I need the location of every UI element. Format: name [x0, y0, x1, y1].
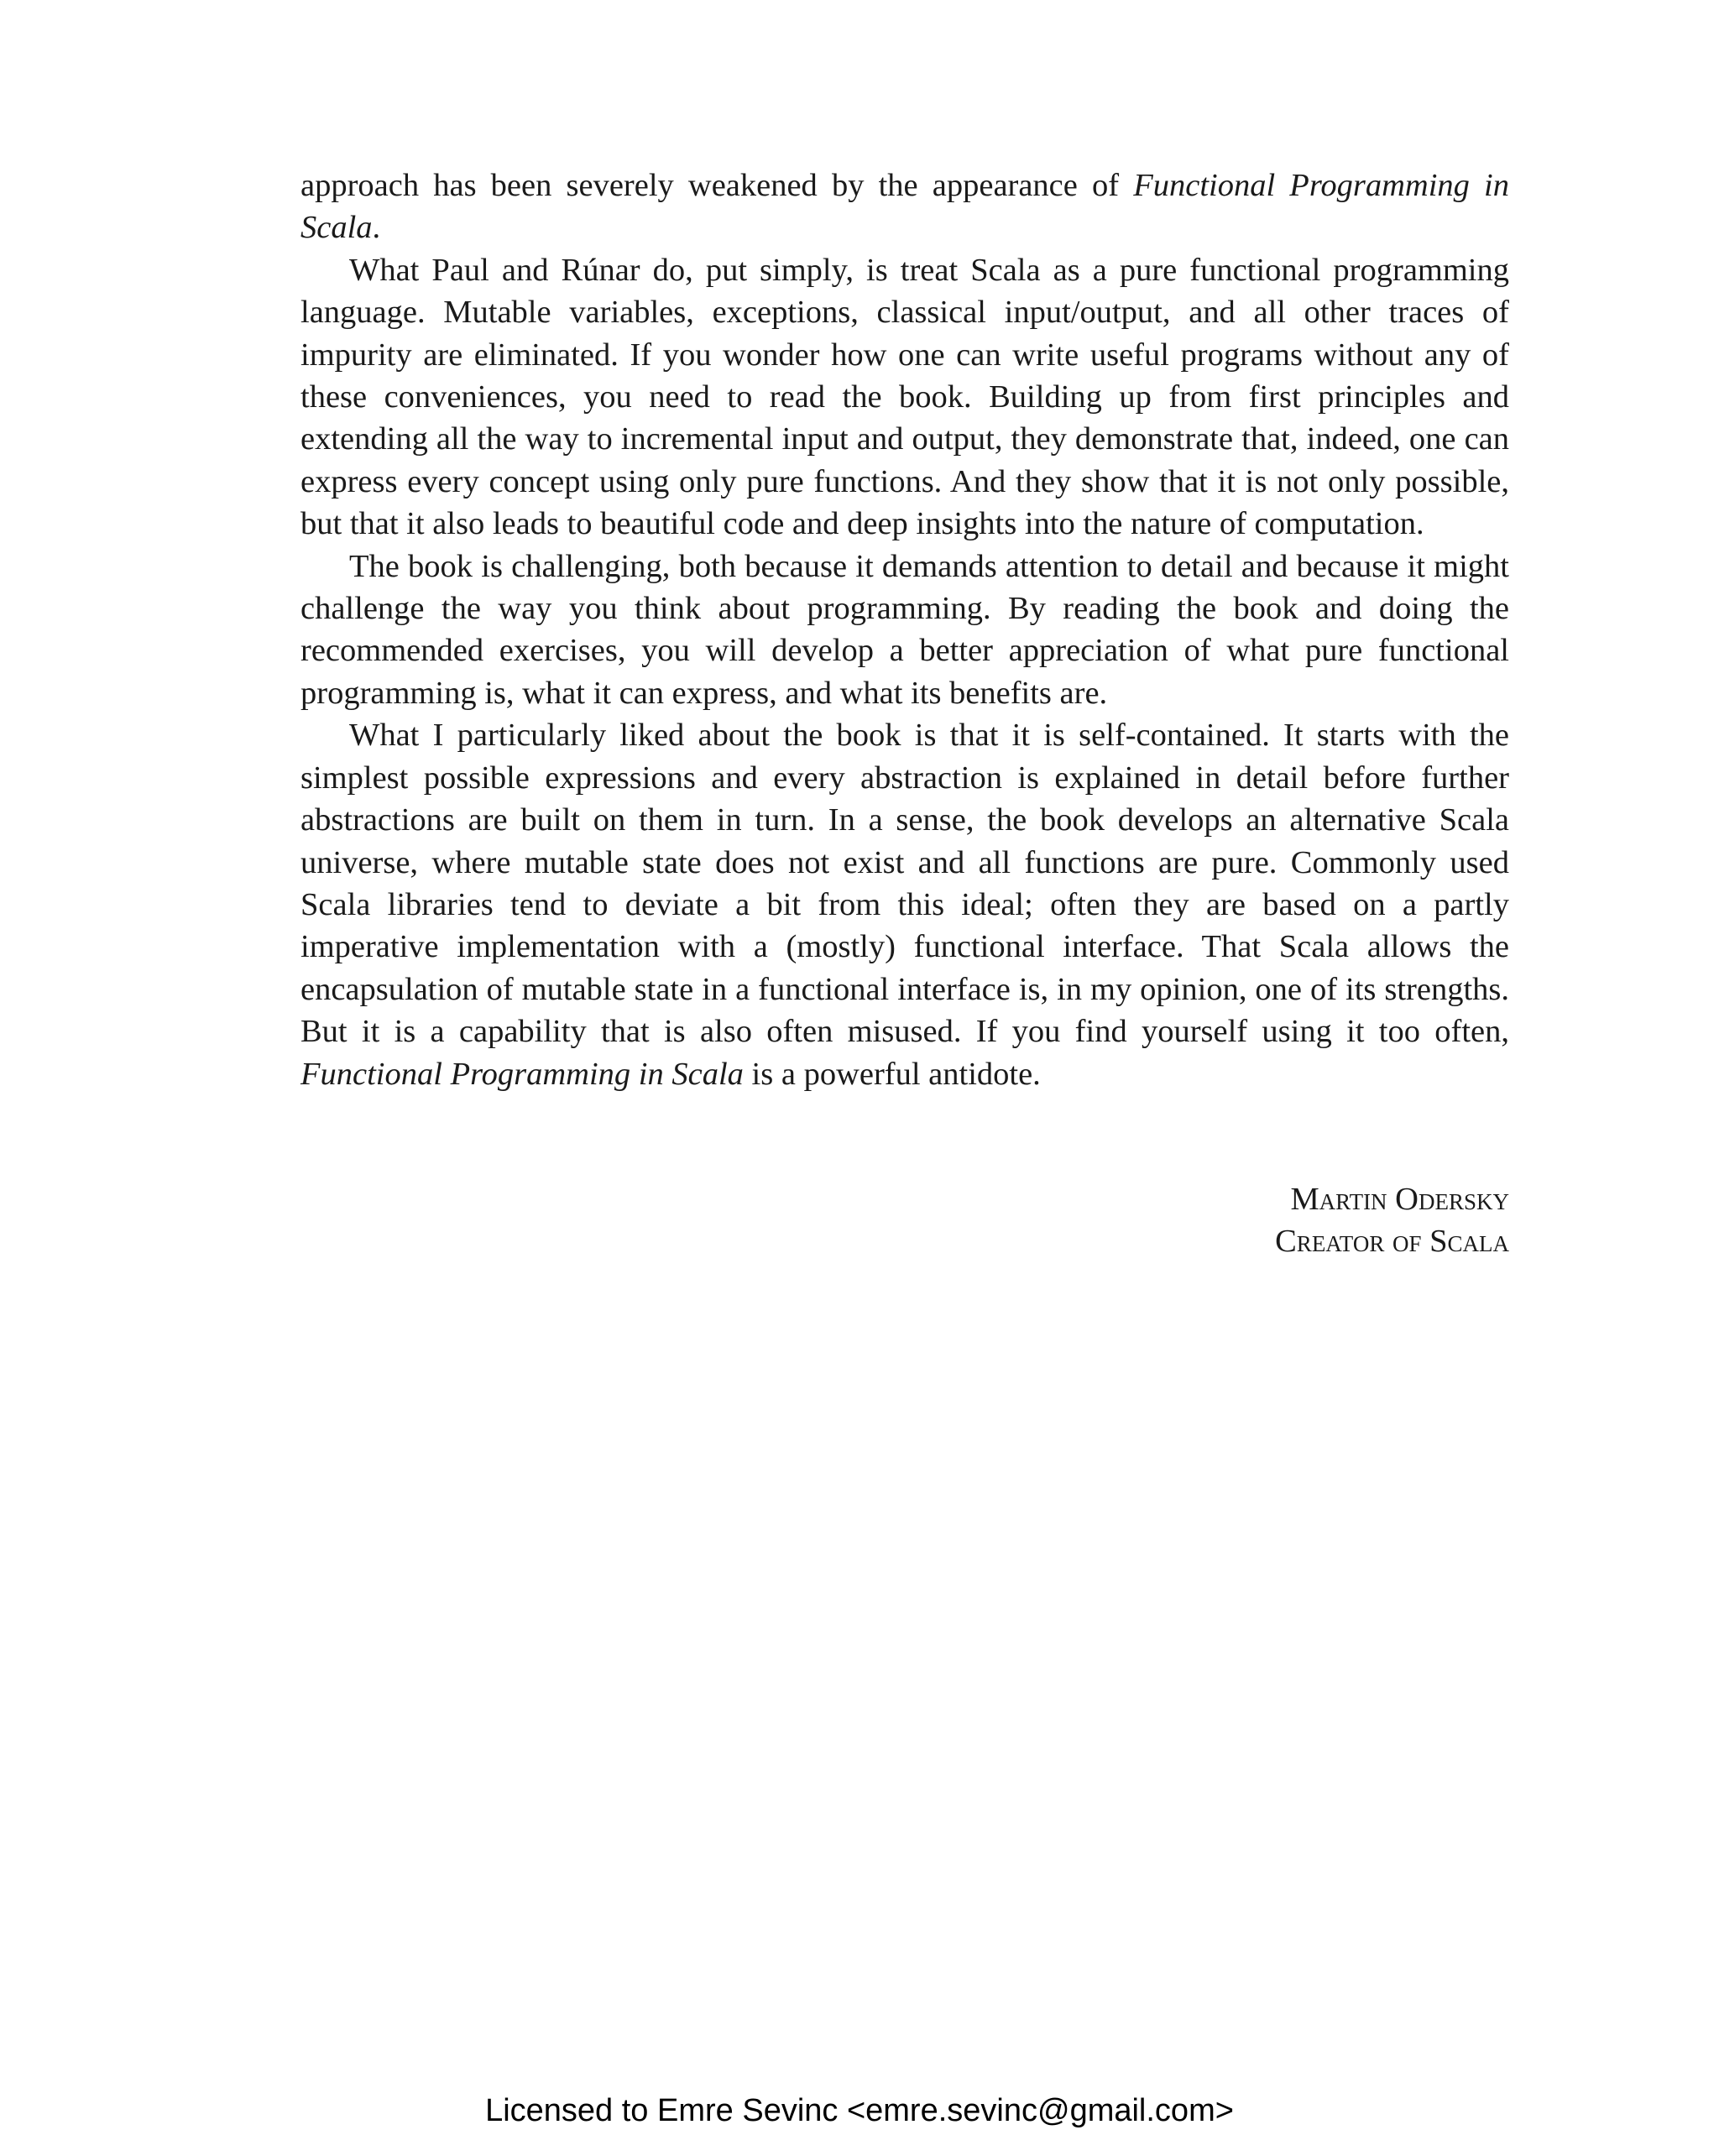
- paragraph-text: What Paul and Rúnar do, put simply, is treat Scala as a pure functional programming language. Mutable variables, exceptions, classical input/output, and all other traces of impurity are eliminated. If you wonder how one can write useful programs without any of these conveniences, you need to read the book. Building up from first principles and extending all the way to incremental input and output, they demonstrate that, indeed, one can express every concept using only pure functions. And they show that it is not only possible, but that it also leads to beautiful code and deep insights into the nature of computation.: [300, 252, 1509, 542]
- paragraph-self-contained: [300, 714, 1509, 1095]
- author-title: Creator of Scala: [1275, 1224, 1509, 1260]
- paragraph-text: approach has been severely weakened by the appearance of: [300, 168, 1134, 203]
- paragraph-challenging: [300, 546, 1509, 715]
- paragraph-text: is a powerful antidote.: [743, 1056, 1041, 1092]
- book-title-italic: Functional Programming in Scala: [300, 1056, 744, 1092]
- paragraph-continuation: [300, 164, 1509, 249]
- book-title-italic: Functional Programming in Scala: [300, 168, 1509, 246]
- signature-block: [1275, 1178, 1509, 1263]
- paragraph-text: .: [372, 210, 381, 246]
- paragraph-text: What I particularly liked about the book is that it is self-contained. It starts with the simplest possible expressions and every abstraction is explained in detail before further abstractions are built on them in turn. In a sense, the book develops an alternative Scala universe, where mutable state does not exist and all functions are pure. Commonly used Scala libraries tend to deviate a bit from this ideal; often they are based on a partly imperative implementation with a (mostly) functional interface. That Scala allows the encapsulation of mutable state in a functional interface is, in my opinion, one of its strengths. But it is a capability that is also often misused. If you find yourself using it too often,: [300, 718, 1509, 1050]
- paragraph-pure-functional: [300, 249, 1509, 546]
- license-footer: Licensed to Emre Sevinc <emre.sevinc@gmail.com>: [485, 2093, 1234, 2128]
- author-name: Martin Odersky: [1290, 1182, 1509, 1217]
- paragraph-text: The book is challenging, both because it demands attention to detail and because it might challenge the way you think about programming. By reading the book and doing the recommended exercises, you will develop a better appreciation of what pure functional programming is, what it can express, and what its benefits are.: [300, 548, 1509, 711]
- foreword-body: [300, 164, 1509, 1095]
